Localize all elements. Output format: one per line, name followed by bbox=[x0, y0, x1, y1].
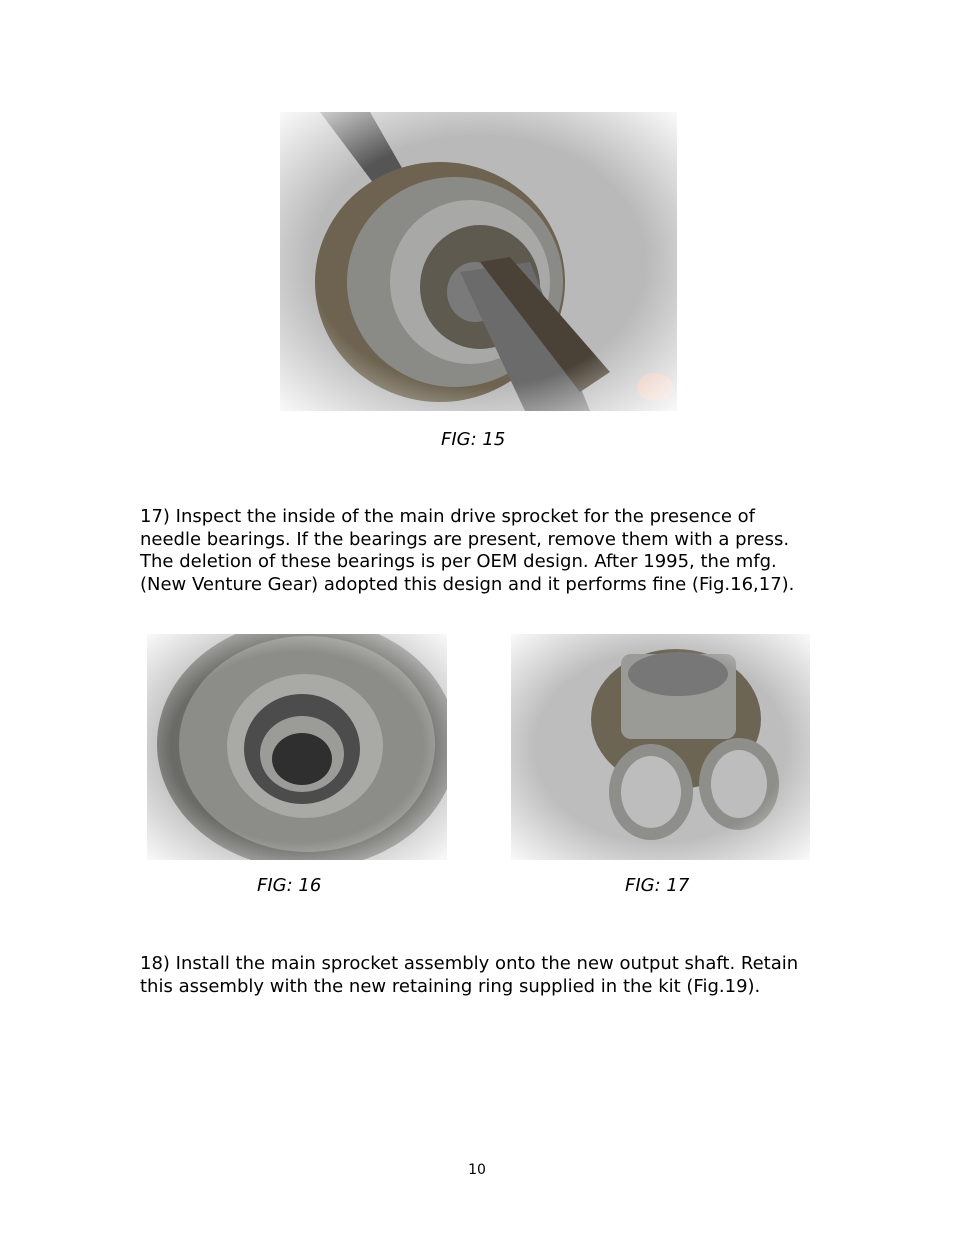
step-18-paragraph: 18) Install the main sprocket assembly onto the new output shaft. Retain this assembly with the new retaining ring supplied in the kit (Fig.19). bbox=[140, 953, 799, 997]
fig-17-caption: FIG: 17 bbox=[625, 875, 690, 896]
fig-15-caption: FIG: 15 bbox=[441, 429, 506, 450]
fig-16-photo bbox=[147, 634, 447, 860]
fig-16-caption: FIG: 16 bbox=[257, 875, 322, 896]
page-number: 10 bbox=[468, 1162, 486, 1178]
fig-15-photo bbox=[280, 112, 677, 411]
fig-17-photo bbox=[511, 634, 810, 860]
step-17-paragraph: 17) Inspect the inside of the main drive sprocket for the presence of needle bearings. If the bearings are present, remove them with a press. The deletion of these bearings is per OEM design. After 1995, the mfg. (New Venture Gear) adopted this design and it performs fine (Fig.16,17). bbox=[140, 506, 795, 595]
